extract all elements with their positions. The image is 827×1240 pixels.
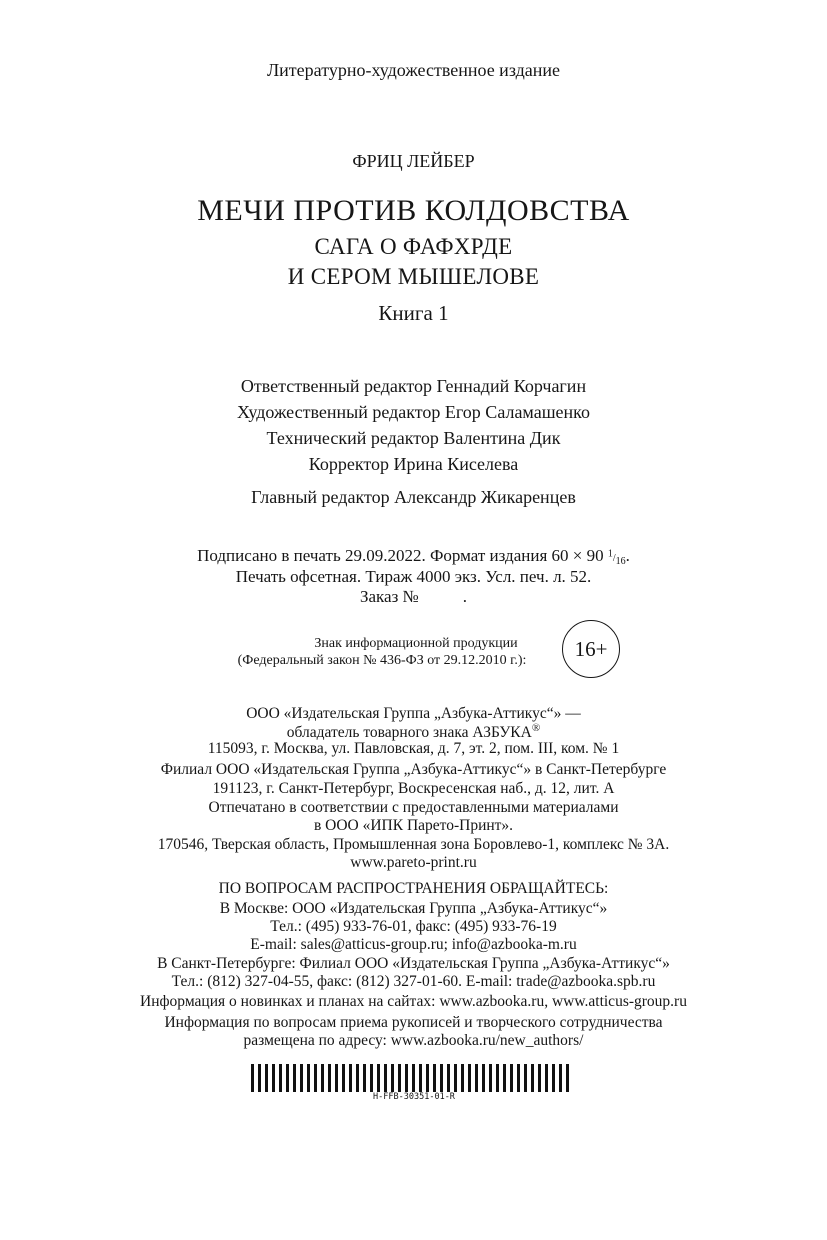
distribution-line: В Санкт-Петербурге: Филиал ООО «Издательская Группа „Азбука-Аттикус“» (157, 955, 670, 972)
barcode-bar (433, 1064, 436, 1092)
barcode-bar (566, 1064, 569, 1092)
barcode-bar (314, 1064, 317, 1092)
barcode-bar (356, 1064, 359, 1092)
barcode-bar (461, 1064, 464, 1092)
distribution-line: Тел.: (812) 327-04-55, факс: (812) 327-01-60. E-mail: trade@azbooka.spb.ru (171, 973, 656, 990)
barcode-bar (391, 1064, 394, 1092)
distribution-heading: ПО ВОПРОСАМ РАСПРОСТРАНЕНИЯ ОБРАЩАЙТЕСЬ: (218, 880, 609, 897)
credit-line: Художественный редактор Егор Саламашенко (236, 402, 591, 422)
barcode-bar (538, 1064, 541, 1092)
barcode-bar (559, 1064, 562, 1092)
volume: Книга 1 (378, 301, 449, 325)
barcode-bar (335, 1064, 338, 1092)
barcode-bar (412, 1064, 415, 1092)
book-subtitle-line2: И СЕРОМ МЫШЕЛОВЕ (287, 264, 540, 289)
barcode-bar (475, 1064, 478, 1092)
barcode-bar (307, 1064, 310, 1092)
order-number: Заказ № . (359, 587, 468, 606)
barcode-bar (251, 1064, 254, 1092)
print-info-line2: Печать офсетная. Тираж 4000 экз. Усл. печ. л. 52. (235, 567, 592, 586)
barcode-code: H-FFB-30351-01-R (373, 1092, 455, 1102)
edition-type: Литературно-художественное издание (266, 60, 561, 80)
publisher-line: 170546, Тверская область, Промышленная зона Боровлево-1, комплекс № 3А. (157, 836, 670, 853)
barcode-bar (447, 1064, 450, 1092)
barcode-bar (328, 1064, 331, 1092)
credit-line: Технический редактор Валентина Дик (266, 428, 561, 448)
publisher-line: 115093, г. Москва, ул. Павловская, д. 7, эт. 2, пом. III, ком. № 1 (207, 740, 620, 757)
barcode-bar (517, 1064, 520, 1092)
barcode-bar (293, 1064, 296, 1092)
barcode-bar (265, 1064, 268, 1092)
distribution-line: размещена по адресу: www.azbooka.ru/new_authors/ (243, 1032, 584, 1049)
barcode-bar (503, 1064, 506, 1092)
barcode-bar (384, 1064, 387, 1092)
distribution-line: Тел.: (495) 933-76-01, факс: (495) 933-76-19 (270, 918, 557, 935)
barcode-bar (405, 1064, 408, 1092)
barcode-bar (286, 1064, 289, 1092)
barcode-bar (279, 1064, 282, 1092)
barcode-bar (370, 1064, 373, 1092)
barcode-bar (545, 1064, 548, 1092)
publisher-line: Отпечатано в соответствии с предоставленными материалами (208, 799, 619, 816)
distribution-line: Информация по вопросам приема рукописей и творческого сотрудничества (164, 1014, 663, 1031)
barcode-bar (426, 1064, 429, 1092)
barcode-bar (524, 1064, 527, 1092)
distribution-line: Информация о новинках и планах на сайтах: www.azbooka.ru, www.atticus-group.ru (140, 993, 687, 1010)
barcode-bar (342, 1064, 345, 1092)
distribution-line: E-mail: sales@atticus-group.ru; info@azbooka-m.ru (250, 936, 577, 953)
format-fraction: $^1/_{16}$ (607, 548, 626, 567)
registered-mark: ® (531, 722, 541, 734)
barcode-bar (552, 1064, 555, 1092)
chief-editor: Главный редактор Александр Жикаренцев (251, 487, 576, 507)
barcode-bar (349, 1064, 352, 1092)
barcode-bar (321, 1064, 324, 1092)
publisher-line: обладатель товарного знака АЗБУКА® (286, 722, 541, 741)
age-sign-law: (Федеральный закон № 436-ФЗ от 29.12.2010 г.): (237, 653, 527, 668)
author: ФРИЦ ЛЕЙБЕР (352, 151, 475, 171)
barcode-bar (482, 1064, 485, 1092)
barcode-bar (440, 1064, 443, 1092)
barcode-bar (398, 1064, 401, 1092)
age-rating-badge: 16+ (562, 620, 620, 678)
barcode-bar (531, 1064, 534, 1092)
publisher-line: 191123, г. Санкт-Петербург, Воскресенская наб., д. 12, лит. А (212, 780, 615, 797)
barcode-bar (300, 1064, 303, 1092)
barcode-bar (454, 1064, 457, 1092)
book-title: МЕЧИ ПРОТИВ КОЛДОВСТВА (197, 194, 630, 227)
barcode-bar (272, 1064, 275, 1092)
publisher-line: ООО «Издательская Группа „Азбука-Аттикус“» — (246, 705, 581, 722)
barcode (251, 1064, 577, 1092)
publisher-line: Филиал ООО «Издательская Группа „Азбука-Аттикус“» в Санкт-Петербурге (160, 761, 667, 778)
barcode-bar (419, 1064, 422, 1092)
barcode-bar (496, 1064, 499, 1092)
barcode-bar (468, 1064, 471, 1092)
barcode-bar (377, 1064, 380, 1092)
barcode-bar (258, 1064, 261, 1092)
book-subtitle-line1: САГА О ФАФХРДЕ (314, 234, 513, 259)
distribution-line: В Москве: ООО «Издательская Группа „Азбука-Аттикус“» (219, 900, 608, 917)
barcode-bar (363, 1064, 366, 1092)
publisher-line: www.pareto-print.ru (350, 854, 477, 871)
publisher-line: в ООО «ИПК Парето-Принт». (313, 817, 514, 834)
barcode-bar (510, 1064, 513, 1092)
age-sign-label: Знак информационной продукции (314, 636, 518, 651)
barcode-bar (489, 1064, 492, 1092)
print-info-line1: Подписано в печать 29.09.2022. Формат издания 60 × 90 $^1/_{16}$. (197, 546, 630, 567)
credit-line: Ответственный редактор Геннадий Корчагин (240, 376, 587, 396)
credit-line: Корректор Ирина Киселева (308, 454, 519, 474)
